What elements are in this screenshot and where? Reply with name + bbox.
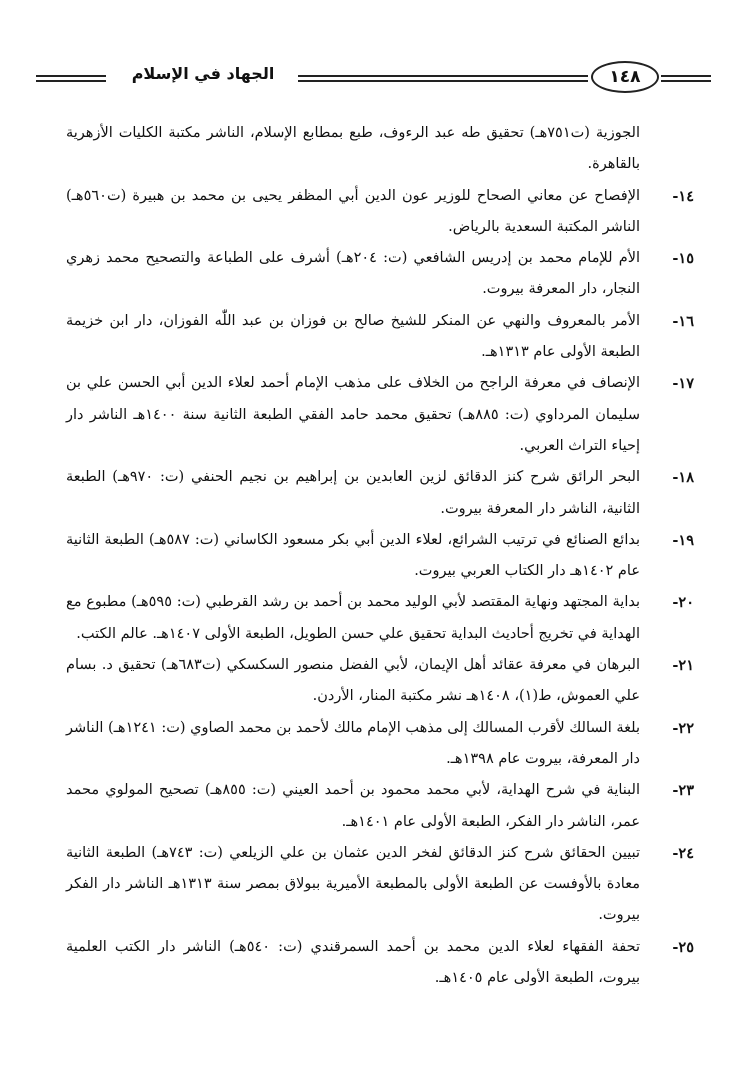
entry-text: البناية في شرح الهداية، لأبي محمد محمود بن أحمد العيني (ت: ٨٥٥هـ) تصحيح المولوي محمد عمر، الناشر دار الفكر، الطبعة الأولى عام ١٤٠١هـ.	[66, 782, 640, 830]
bibliography-entry	[66, 462, 694, 525]
entry-number: ١٧-	[672, 375, 694, 393]
entry-text: تبيين الحقائق شرح كنز الدقائق لفخر الدين عثمان بن علي الزيلعي (ت: ٧٤٣هـ) الطبعة الثانية معادة بالأوفست عن الطبعة الأولى بالمطبعة الأميرية ببولاق بمصر سنة ١٣١٣هـ الناشر دار الفكر بيروت.	[66, 844, 640, 924]
header-rule-right	[661, 75, 711, 85]
bibliography-entry	[66, 243, 694, 306]
entry-text: بلغة السالك لأقرب المسالك إلى مذهب الإمام مالك لأحمد بن محمد الصاوي (ت: ١٢٤١هـ) الناشر دار المعرفة، بيروت عام ١٣٩٨هـ.	[66, 719, 640, 767]
bibliography-entry	[66, 181, 694, 244]
continued-entry-text: الجوزية (ت٧٥١هـ) تحقيق طه عبد الرءوف، طبع بمطابع الإسلام، الناشر مكتبة الكليات الأزهرية بالقاهرة.	[66, 125, 640, 173]
entry-text: الإنصاف في معرفة الراجح من الخلاف على مذهب الإمام أحمد لعلاء الدين أبي الحسن علي بن سليمان المرداوي (ت: ٨٨٥هـ) تحقيق محمد حامد الفقي الطبعة الثانية سنة ١٤٠٠هـ الناشر دار إحياء التراث العربي.	[66, 375, 640, 454]
entry-text: بدائع الصنائع في ترتيب الشرائع، لعلاء الدين أبي بكر مسعود الكاساني (ت: ٥٨٧هـ) الطبعة الثانية عام ١٤٠٢هـ دار الكتاب العربي بيروت.	[66, 531, 640, 580]
bibliography-entry	[66, 713, 694, 776]
header-rule-left	[36, 75, 106, 85]
entry-number: ٢٤-	[672, 844, 694, 862]
entry-number: ١٥-	[672, 250, 694, 268]
entry-text: البحر الرائق شرح كنز الدقائق لزين العابدين بن إبراهيم بن نجيم الحنفي (ت: ٩٧٠هـ) الطبعة الثانية، الناشر دار المعرفة بيروت.	[66, 469, 640, 517]
entry-number: ٢٥-	[672, 938, 694, 956]
entry-number: ١٨-	[672, 469, 694, 487]
bibliography-entry	[66, 932, 694, 995]
bibliography-entry	[66, 306, 694, 369]
entry-number: ٢١-	[672, 657, 694, 675]
entry-text: بداية المجتهد ونهاية المقتصد لأبي الوليد محمد بن أحمد بن رشد القرطبي (ت: ٥٩٥هـ) مطبوع مع الهداية في تخريج أحاديث البداية تحقيق علي حسن الطويل، الطبعة الأولى ١٤٠٧هـ. عالم الكتب.	[66, 594, 640, 642]
page-number: ١٤٨	[591, 61, 659, 93]
entry-number: ٢٣-	[672, 782, 694, 800]
bibliography-entry	[66, 775, 694, 838]
entries-container	[66, 181, 694, 995]
running-header	[36, 58, 716, 98]
entry-text: الأمر بالمعروف والنهي عن المنكر للشيخ صالح بن فوزان بن عبد اللّٰه الفوزان، دار ابن خزيمة الطبعة الأولى عام ١٣١٣هـ.	[66, 312, 640, 361]
entry-number: ٢٠-	[672, 594, 694, 612]
entry-number: ١٦-	[672, 312, 694, 330]
entry-number: ١٩-	[672, 531, 694, 549]
entry-text: تحفة الفقهاء لعلاء الدين محمد بن أحمد السمرقندي (ت: ٥٤٠هـ) الناشر دار الكتب العلمية بيروت، الطبعة الأولى عام ١٤٠٥هـ.	[66, 938, 640, 987]
entry-number: ٢٢-	[672, 719, 694, 737]
bibliography-entry	[66, 650, 694, 713]
bibliography-entry	[66, 525, 694, 588]
bibliography-entry	[66, 587, 694, 650]
bibliography-entry	[66, 838, 694, 932]
bibliography-list	[66, 118, 694, 994]
entry-text: الإفصاح عن معاني الصحاح للوزير عون الدين أبي المظفر يحيى بن محمد بن هبيرة (ت٥٦٠هـ) الناشر المكتبة السعدية بالرياض.	[66, 187, 640, 235]
entry-number: ١٤-	[672, 187, 694, 205]
header-rule-middle	[298, 75, 588, 85]
bibliography-entry	[66, 368, 694, 462]
entry-text: الأم للإمام محمد بن إدريس الشافعي (ت: ٢٠٤هـ) أشرف على الطباعة والتصحيح محمد زهري النجار، دار المعرفة بيروت.	[66, 250, 640, 298]
entry-text: البرهان في معرفة عقائد أهل الإيمان، لأبي الفضل منصور السكسكي (ت٦٨٣هـ) تحقيق د. بسام علي العموش، ط(١)، ١٤٠٨هـ نشر مكتبة المنار، الأردن.	[66, 657, 641, 705]
book-title: الجهاد في الإسلام	[131, 64, 275, 83]
